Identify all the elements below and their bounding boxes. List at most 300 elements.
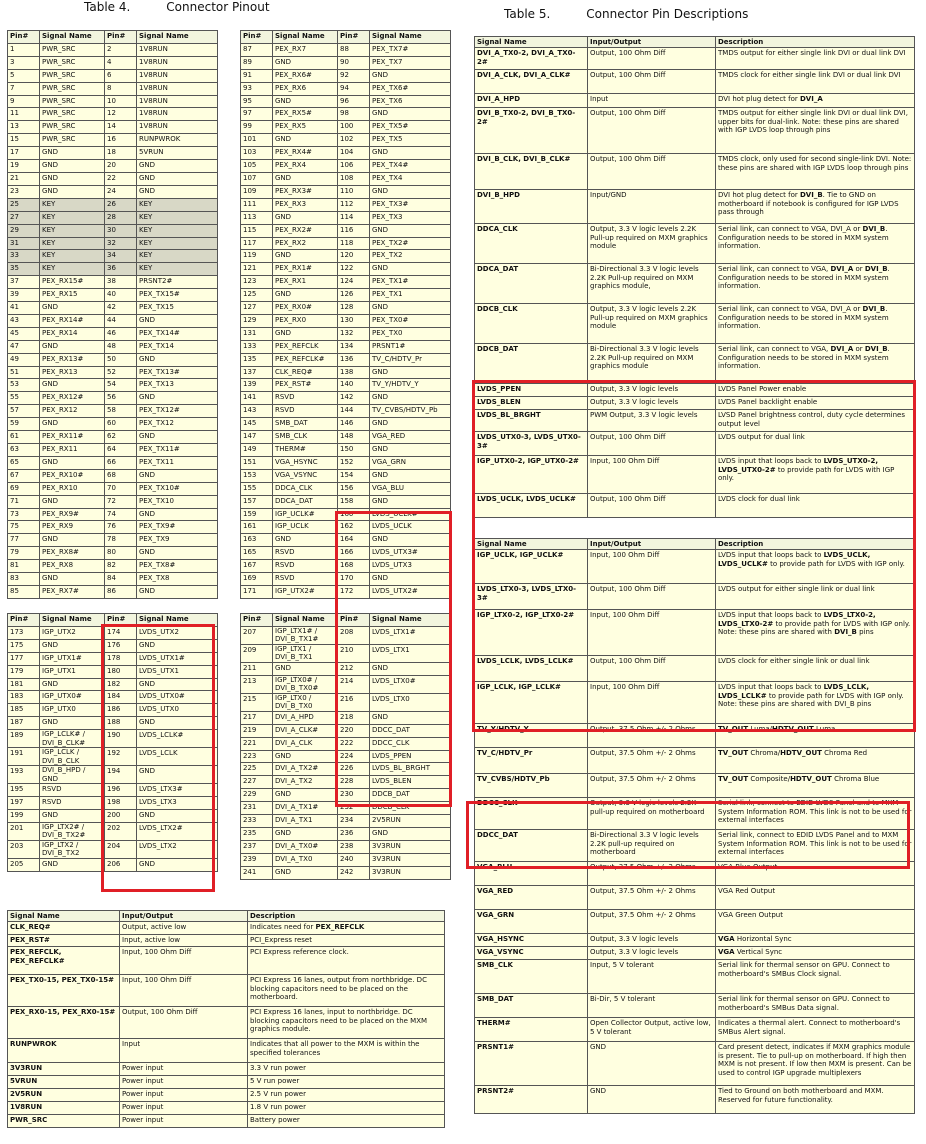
pin-signal: GND (370, 827, 451, 840)
pin-number: 148 (338, 431, 370, 444)
signal-row (8, 1089, 445, 1102)
pin-signal: PEX_RX14 (40, 327, 105, 340)
pin-signal: LVDS_LTX0 (370, 693, 451, 711)
pin-signal: PEX_RX11 (40, 444, 105, 457)
pin-number: 214 (338, 675, 370, 693)
pin-row (241, 160, 451, 173)
pin-signal: PEX_RST# (273, 379, 338, 392)
signal-description: Serial link, can connect to VGA, DVI_A or DVI_B. Configuration needs to be stored in MXM system information. (716, 224, 915, 264)
pin-signal: GND (40, 456, 105, 469)
pin-signal: RSVD (273, 573, 338, 586)
pinout-header (241, 614, 451, 627)
signal-io: Power input (120, 1115, 248, 1128)
header-description: Description (248, 911, 445, 922)
pin-number: 177 (8, 652, 40, 665)
pin-row (241, 108, 451, 121)
pin-signal: GND (273, 750, 338, 763)
pin-row (8, 797, 218, 810)
signal-io: Output, 3.3 V logic levels (588, 934, 716, 947)
pin-number: 112 (338, 198, 370, 211)
pin-number: 231 (241, 802, 273, 815)
pin-signal: PWR_SRC (40, 121, 105, 134)
pin-signal: GND (137, 809, 218, 822)
pin-number: 209 (241, 644, 273, 662)
pin-signal: LVDS_PPEN (370, 750, 451, 763)
pin-row (241, 815, 451, 828)
pin-number: 215 (241, 693, 273, 711)
pin-number: 98 (338, 108, 370, 121)
pin-row (241, 866, 451, 879)
pin-number: 155 (241, 482, 273, 495)
signal-description: LVSD Panel brightness control, duty cycle determines output level (716, 410, 915, 432)
pin-number: 90 (338, 56, 370, 69)
pin-signal: PWR_SRC (40, 108, 105, 121)
pin-row (8, 766, 218, 784)
pin-number: 81 (8, 560, 40, 573)
signal-io: Output, 100 Ohm Diff (588, 656, 716, 682)
pin-number: 171 (241, 585, 273, 598)
pin-signal: IGP_LCLK# / DVI_B_CLK# (40, 730, 105, 748)
pin-row (241, 250, 451, 263)
pin-number: 71 (8, 495, 40, 508)
signal-io: Power input (120, 1063, 248, 1076)
pin-signal: PEX_RX12 (40, 405, 105, 418)
signal-row (8, 1063, 445, 1076)
signal-description: LVDS input that loops back to LVDS_UTX0-2, LVDS_UTX0-2# to provide path for LVDS with IGP only. (716, 456, 915, 494)
pin-row (8, 560, 218, 573)
pin-row (241, 827, 451, 840)
pin-signal: PEX_RX0# (273, 302, 338, 315)
pin-number: 179 (8, 665, 40, 678)
pin-number: 140 (338, 379, 370, 392)
pin-number: 72 (105, 495, 137, 508)
signal-io: Output, 3.3 V logic levels 2.2K Pull-up required on MXM graphics module (588, 224, 716, 264)
pin-number: 168 (338, 560, 370, 573)
pin-number: 36 (105, 263, 137, 276)
pin-number: 63 (8, 444, 40, 457)
header-pin: Pin# (8, 31, 40, 44)
pin-signal: SMB_DAT (273, 418, 338, 431)
pin-number: 241 (241, 866, 273, 879)
pin-signal: PWR_SRC (40, 95, 105, 108)
pin-signal: PEX_TX10 (137, 495, 218, 508)
pinout-block-top-right (240, 30, 451, 599)
pin-number: 222 (338, 737, 370, 750)
signal-name: DVI_B_TX0-2, DVI_B_TX0-2# (475, 108, 588, 154)
signal-io: Output, 37.5 Ohm +/- 2 Ohms (588, 724, 716, 748)
pin-row (8, 456, 218, 469)
pin-number: 2 (105, 43, 137, 56)
pin-signal: PEX_TX10# (137, 482, 218, 495)
pin-number: 173 (8, 626, 40, 639)
pin-row (8, 392, 218, 405)
pin-row (8, 82, 218, 95)
pin-number: 133 (241, 340, 273, 353)
signal-io: Output, 100 Ohm Diff (588, 432, 716, 456)
pin-signal: IGP_UCLK# (273, 508, 338, 521)
pin-number: 14 (105, 121, 137, 134)
pin-row (8, 840, 218, 858)
signal-description: VGA Horizontal Sync (716, 934, 915, 947)
signal-name: TV_Y/HDTV_Y (475, 724, 588, 748)
pin-number: 196 (105, 784, 137, 797)
pin-row (8, 508, 218, 521)
signal-io: Output, 100 Ohm Diff (588, 48, 716, 70)
pin-row (8, 379, 218, 392)
pin-number: 170 (338, 573, 370, 586)
signal-name: VGA_VSYNC (475, 947, 588, 960)
pin-signal: 1V8RUN (137, 43, 218, 56)
pin-signal: IGP_UTX0 (40, 704, 105, 717)
pin-number: 191 (8, 748, 40, 766)
pin-row (241, 573, 451, 586)
pin-row (8, 160, 218, 173)
pin-number: 206 (105, 858, 137, 871)
signal-row (475, 682, 915, 724)
pin-row (241, 626, 451, 644)
pin-number: 32 (105, 237, 137, 250)
signal-description: TMDS output for either single link DVI or dual link DVI (716, 48, 915, 70)
pin-number: 46 (105, 327, 137, 340)
pin-row (241, 521, 451, 534)
pin-number: 27 (8, 211, 40, 224)
pin-row (8, 121, 218, 134)
pin-number: 87 (241, 43, 273, 56)
pin-number: 229 (241, 789, 273, 802)
pin-signal: PEX_RX10# (40, 469, 105, 482)
pin-signal: IGP_UTX0# (40, 691, 105, 704)
pin-number: 161 (241, 521, 273, 534)
pin-signal: PEX_TX3 (370, 211, 451, 224)
signal-io: Output, 100 Ohm Diff (588, 584, 716, 610)
signal-io: Bi-Dir, 5 V tolerant (588, 994, 716, 1018)
pin-signal: GND (370, 263, 451, 276)
signal-row (8, 1115, 445, 1128)
pin-number: 166 (338, 547, 370, 560)
pin-number: 60 (105, 418, 137, 431)
pin-signal: PEX_TX5 (370, 134, 451, 147)
pin-row (8, 521, 218, 534)
pin-signal: PEX_RX5# (273, 108, 338, 121)
pin-number: 227 (241, 776, 273, 789)
pin-signal: GND (137, 160, 218, 173)
signal-name: DVI_A_CLK, DVI_A_CLK# (475, 70, 588, 94)
pin-signal: 1V8RUN (137, 56, 218, 69)
pin-number: 233 (241, 815, 273, 828)
pin-row (8, 353, 218, 366)
pin-row (241, 302, 451, 315)
pin-signal: PEX_RX11# (40, 431, 105, 444)
pin-signal: LVDS_LCLK (137, 748, 218, 766)
pinout-block-bottom-left (7, 613, 218, 872)
pin-row (241, 431, 451, 444)
pin-row (241, 763, 451, 776)
pin-signal: IGP_LTX0 / DVI_B_TX0 (273, 693, 338, 711)
pin-number: 20 (105, 160, 137, 173)
pin-number: 193 (8, 766, 40, 784)
pin-row (241, 508, 451, 521)
pin-number: 17 (8, 147, 40, 160)
pin-number: 169 (241, 573, 273, 586)
pin-number: 8 (105, 82, 137, 95)
pin-number: 200 (105, 809, 137, 822)
signal-name: DVI_A_HPD (475, 94, 588, 108)
pin-number: 228 (338, 776, 370, 789)
header-signal-name: Signal Name (475, 539, 588, 550)
pin-row (241, 534, 451, 547)
pin-number: 113 (241, 211, 273, 224)
pin-row (241, 693, 451, 711)
signal-row (8, 1039, 445, 1063)
pin-signal: PEX_RX1 (273, 276, 338, 289)
signal-description: LVDS input that loops back to LVDS_LTX0-2, LVDS_LTX0-2# to provide path for LVDS with IGP only. Note: these pins are shared with DVI_B pins (716, 610, 915, 656)
signal-row (475, 224, 915, 264)
pin-number: 9 (8, 95, 40, 108)
signal-name: LVDS_LTX0-3, LVDS_LTX0-3# (475, 584, 588, 610)
signal-name: CLK_REQ# (8, 922, 120, 935)
pin-row (241, 711, 451, 724)
pin-desc-table-b (474, 538, 915, 1114)
pin-number: 132 (338, 327, 370, 340)
signal-io: Output, 37.5 Ohm +/- 2 Ohms (588, 748, 716, 774)
pin-row (241, 237, 451, 250)
pin-signal: VGA_RED (370, 431, 451, 444)
pin-row (8, 784, 218, 797)
pinout-header (241, 31, 451, 44)
pin-number: 199 (8, 809, 40, 822)
pin-signal: DDCA_DAT (273, 495, 338, 508)
pin-number: 114 (338, 211, 370, 224)
pin-number: 3 (8, 56, 40, 69)
pin-row (8, 211, 218, 224)
table5-number: Table 5. (504, 7, 551, 21)
signal-name: LVDS_UTX0-3, LVDS_UTX0-3# (475, 432, 588, 456)
pin-row (241, 585, 451, 598)
header-pin: Pin# (338, 614, 370, 627)
pin-signal: GND (137, 314, 218, 327)
pin-number: 93 (241, 82, 273, 95)
pin-signal: PEX_RX13 (40, 366, 105, 379)
pin-row (241, 802, 451, 815)
pin-number: 221 (241, 737, 273, 750)
pin-row (241, 289, 451, 302)
pin-number: 42 (105, 302, 137, 315)
header-signal: Signal Name (137, 614, 218, 627)
pin-signal: KEY (40, 198, 105, 211)
signal-row (475, 94, 915, 108)
signal-io: Output, 37.5 Ohm +/- 2 Ohms (588, 910, 716, 934)
pin-row (8, 639, 218, 652)
signal-row (475, 264, 915, 304)
pin-number: 103 (241, 147, 273, 160)
signal-description: LVDS Panel backlight enable (716, 397, 915, 410)
pin-number: 37 (8, 276, 40, 289)
pin-signal: PWR_SRC (40, 82, 105, 95)
pin-signal: GND (370, 366, 451, 379)
pin-number: 75 (8, 521, 40, 534)
pin-row (241, 547, 451, 560)
pin-number: 213 (241, 675, 273, 693)
pin-signal: GND (370, 444, 451, 457)
pin-row (8, 495, 218, 508)
pin-row (241, 327, 451, 340)
table4-number: Table 4. (84, 0, 131, 14)
pin-number: 61 (8, 431, 40, 444)
signal-description: LVDS clock for either single link or dual link (716, 656, 915, 682)
signal-name: THERM# (475, 1018, 588, 1042)
signal-row (475, 190, 915, 224)
pin-row (241, 644, 451, 662)
signal-description: 2.5 V run power (248, 1089, 445, 1102)
pin-number: 175 (8, 639, 40, 652)
signal-description: Serial link, can connect to VGA, DVI_A or DVI_B. Configuration needs to be stored in MXM system information. (716, 304, 915, 344)
pin-number: 83 (8, 573, 40, 586)
pin-row (8, 469, 218, 482)
pinout-block-top-left (7, 30, 218, 599)
pin-number: 29 (8, 224, 40, 237)
desc-header (475, 539, 915, 550)
pin-number: 147 (241, 431, 273, 444)
pin-number: 211 (241, 662, 273, 675)
pin-signal: 2V5RUN (370, 815, 451, 828)
pin-number: 40 (105, 289, 137, 302)
header-pin: Pin# (105, 31, 137, 44)
signal-name: LVDS_PPEN (475, 384, 588, 397)
pin-number: 162 (338, 521, 370, 534)
pin-number: 25 (8, 198, 40, 211)
pin-number: 128 (338, 302, 370, 315)
pin-signal: LVDS_UTX0 (137, 704, 218, 717)
signal-row (475, 154, 915, 190)
pin-number: 194 (105, 766, 137, 784)
pin-signal: KEY (40, 211, 105, 224)
pin-signal: KEY (137, 237, 218, 250)
signal-row (475, 1018, 915, 1042)
pin-number: 188 (105, 717, 137, 730)
pin-number: 47 (8, 340, 40, 353)
pin-number: 88 (338, 43, 370, 56)
pin-number: 239 (241, 853, 273, 866)
desc-header (8, 911, 445, 922)
signal-row (8, 947, 445, 975)
pin-number: 152 (338, 456, 370, 469)
pin-row (241, 560, 451, 573)
signal-io: Input (588, 94, 716, 108)
signal-description: Card present detect, indicates if MXM graphics module is present. Tie to pull-up on motherboard. If high then MXM is not present. If low then MXM is present. Can be used to control IGP upgrade multiplexers (716, 1042, 915, 1086)
pin-signal: GND (40, 809, 105, 822)
pin-number: 216 (338, 693, 370, 711)
pin-signal: PWR_SRC (40, 134, 105, 147)
pin-number: 137 (241, 366, 273, 379)
pin-number: 210 (338, 644, 370, 662)
pin-row (241, 675, 451, 693)
pin-signal: LVDS_UCLK# (370, 508, 451, 521)
pin-number: 68 (105, 469, 137, 482)
pin-row (241, 737, 451, 750)
pin-signal: PEX_TX8# (137, 560, 218, 573)
pin-signal: PEX_RX3# (273, 185, 338, 198)
signal-name: PWR_SRC (8, 1115, 120, 1128)
signal-description: LVDS output for either single link or dual link (716, 584, 915, 610)
pin-signal: PEX_RX7# (40, 585, 105, 598)
pin-signal: KEY (137, 224, 218, 237)
pin-number: 102 (338, 134, 370, 147)
pin-signal: PWR_SRC (40, 43, 105, 56)
pinout-header (8, 614, 218, 627)
header-pin: Pin# (8, 614, 40, 627)
pin-number: 80 (105, 547, 137, 560)
pin-number: 184 (105, 691, 137, 704)
signal-io: Bi-Directional 3.3 V logic levels 2.2K Pull-up required on MXM graphics module, (588, 264, 716, 304)
pin-row (8, 534, 218, 547)
pin-number: 119 (241, 250, 273, 263)
pin-number: 189 (8, 730, 40, 748)
pin-signal: GND (273, 211, 338, 224)
pin-row (8, 482, 218, 495)
pin-number: 235 (241, 827, 273, 840)
signal-description: DVI hot plug detect for DVI_A (716, 94, 915, 108)
pin-signal: 1V8RUN (137, 121, 218, 134)
signal-row (475, 48, 915, 70)
signal-row (475, 397, 915, 410)
pin-signal: PEX_TX9 (137, 534, 218, 547)
pin-signal: 1V8RUN (137, 108, 218, 121)
pin-signal: PEX_RX3 (273, 198, 338, 211)
signal-row (475, 410, 915, 432)
pin-number: 164 (338, 534, 370, 547)
signal-name: LVDS_BLEN (475, 397, 588, 410)
pin-number: 135 (241, 353, 273, 366)
table4-name: Connector Pinout (166, 0, 270, 14)
pin-number: 242 (338, 866, 370, 879)
signal-name: IGP_UTX0-2, IGP_UTX0-2# (475, 456, 588, 494)
pin-row (8, 748, 218, 766)
signal-description: TV_OUT Luma/HDTV_OUT Luma (716, 724, 915, 748)
pin-number: 130 (338, 314, 370, 327)
desc-header (475, 37, 915, 48)
signal-description: PCI_Express reset (248, 935, 445, 947)
pin-signal: PEX_RX7 (273, 43, 338, 56)
signal-description: PCI Express 16 lanes, input to northbridge. DC blocking capacitors need to be placed on the MXM graphics module. (248, 1007, 445, 1039)
pin-signal: DVI_A_CLK (273, 737, 338, 750)
pin-signal: PEX_TX9# (137, 521, 218, 534)
pin-number: 127 (241, 302, 273, 315)
pin-row (241, 353, 451, 366)
pin-signal: PEX_RX6# (273, 69, 338, 82)
pin-signal: GND (370, 495, 451, 508)
pin-signal: PEX_TX0# (370, 314, 451, 327)
pin-number: 230 (338, 789, 370, 802)
signal-row (475, 550, 915, 584)
signal-io: Bi-Directional 3.3 V logic levels 2.2K Pull-up required on MXM graphics module (588, 344, 716, 384)
pin-row (8, 224, 218, 237)
pin-number: 150 (338, 444, 370, 457)
signal-row (8, 1076, 445, 1089)
pin-signal: GND (273, 95, 338, 108)
pin-number: 111 (241, 198, 273, 211)
pin-row (241, 224, 451, 237)
pin-number: 100 (338, 121, 370, 134)
pin-signal: PEX_RX6 (273, 82, 338, 95)
pin-signal: DDCB_CLK (370, 802, 451, 815)
pin-row (8, 366, 218, 379)
signal-description: 3.3 V run power (248, 1063, 445, 1076)
pin-signal: PEX_RX0 (273, 314, 338, 327)
pin-signal: LVDS_UTX2 (137, 626, 218, 639)
pin-row (8, 704, 218, 717)
pin-row (241, 211, 451, 224)
pin-signal: GND (137, 185, 218, 198)
